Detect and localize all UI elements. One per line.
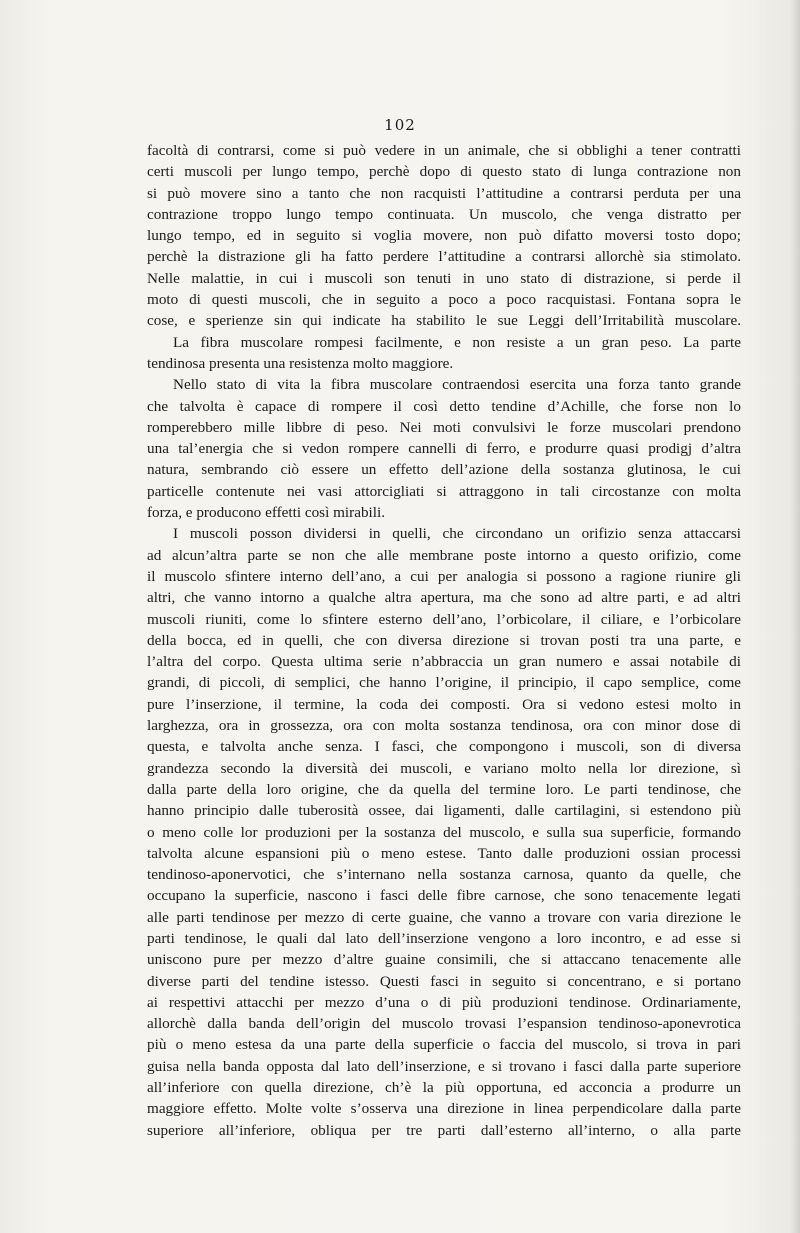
text-line: guisa nella banda opposta dal lato dell’inserzione, e si trovano i fasci dalla parte superiore <box>147 1057 741 1075</box>
text-line: Nello stato di vita la fibra muscolare contraendosi esercita una forza tanto grande <box>173 376 741 394</box>
text-line: più o meno estesa da una parte della superficie o faccia del muscolo, si trova in pari <box>147 1036 741 1054</box>
text-line: La fibra muscolare rompesi facilmente, e non resiste a un gran peso. La parte <box>173 333 741 351</box>
text-line: ad alcun’altra parte se non che alle membrane poste intorno a questo orifizio, come <box>147 546 741 564</box>
text-line: parti tendinose, le quali dal lato dell’inserzione vengono a loro incontro, e ad esse si <box>147 929 741 947</box>
body-text <box>147 140 741 1141</box>
text-line: uniscono pure per mezzo d’altre guaine consimili, che si attaccano tenacemente alle <box>147 951 741 969</box>
text-line: dalla parte della loro origine, che da quella del termine loro. Le parti tendinose, che <box>147 780 741 798</box>
text-line: moto di questi muscoli, che in seguito a poco a poco racquistasi. Fontana sopra le <box>147 291 741 309</box>
text-line: facoltà di contrarsi, come si può vedere in un animale, che si obblighi a tener contratti <box>147 142 741 159</box>
text-line: tendinosa presenta una resistenza molto maggiore. <box>147 354 454 372</box>
text-line: contrazione troppo lungo tempo continuata. Un muscolo, che venga distratto per <box>147 205 741 223</box>
text-line: ai respettivi attacchi per mezzo d’una o di più produzioni tendinose. Ordinariamente, <box>147 993 741 1011</box>
text-line: allorchè dalla banda dell’origin del muscolo trovasi l’espansion tendinoso-aponevrotica <box>147 1015 741 1033</box>
text-line: della bocca, ed in quelli, che con diversa direzione si trovan posti tra una parte, e <box>147 631 741 649</box>
page-number: 102 <box>384 116 416 134</box>
page-edge-shadow <box>790 0 800 1233</box>
text-line: particelle contenute nei vasi attorcigliati si attraggono in tali circostanze con molta <box>147 482 741 500</box>
text-line: una tal’energia che si vedon rompere cannelli di ferro, e produrre quasi prodigj d’altra <box>147 440 741 458</box>
text-line: lungo tempo, ed in seguito si voglia movere, non può difatto moversi tosto dopo; <box>147 227 741 245</box>
text-line: pure l’inserzione, il termine, la coda dei composti. Ora si vedono estesi molto in <box>147 695 741 713</box>
text-line: certi muscoli per lungo tempo, perchè dopo di questo stato di lunga contrazione non <box>147 163 741 181</box>
text-line: altri, che vanno intorno a qualche altra apertura, ma che sono ad altre parti, e ad altri <box>147 589 741 607</box>
text-line: maggiore effetto. Molte volte s’osserva una direzione in linea perpendicolare dalla parte <box>147 1100 741 1118</box>
text-line: cose, e sperienze sin qui indicate ha stabilito le sue Leggi dell’Irritabilità muscolare. <box>147 312 741 330</box>
text-line: natura, sembrando ciò essere un effetto dell’azione della sostanza glutinosa, le cui <box>147 461 741 479</box>
text-line: questa, e talvolta anche senza. I fasci, che compongono i muscoli, son di diversa <box>147 738 741 756</box>
text-line: romperebbero mille libbre di peso. Nei moti convulsivi le forze muscolari prendono <box>147 418 741 436</box>
text-line: che talvolta è capace di rompere il così detto tendine d’Achille, che forse non lo <box>147 397 741 415</box>
text-line: occupano la superficie, nascono i fasci delle fibre carnose, che sono tenacemente legati <box>147 887 741 905</box>
text-line: diverse parti del tendine istesso. Questi fasci in seguito si concentrano, e si portano <box>147 972 741 990</box>
text-line: hanno principio dalle tuberosità ossee, dai ligamenti, dalle cartilagini, si estendono più <box>147 802 741 820</box>
text-line: o meno colle lor produzioni per la sostanza del muscolo, e sulla sua superficie, formando <box>147 823 741 841</box>
text-line: perchè la distrazione gli ha fatto perdere l’attitudine a contrarsi allorchè sia stimolato. <box>147 248 741 266</box>
text-line: talvolta alcune espansioni più o meno estese. Tanto dalle produzioni ossian processi <box>147 844 741 862</box>
text-line: alle parti tendinose per mezzo di certe guaine, che vanno a trovare con varia direzione le <box>147 908 741 926</box>
text-line: I muscoli posson dividersi in quelli, che circondano un orifizio senza attaccarsi <box>173 525 741 543</box>
text-line: superiore all’inferiore, obliqua per tre parti dall’esterno all’interno, o alla parte <box>147 1121 741 1139</box>
text-line: larghezza, ora in grossezza, ora con molta sostanza tendinosa, ora con minor dose di <box>147 717 741 735</box>
text-line: forza, e producono effetti così mirabili. <box>147 504 385 522</box>
text-line: il muscolo sfintere interno dell’ano, a cui per analogia si possono a ragione riunire gli <box>147 567 741 585</box>
text-line: si può movere sino a tanto che non racquisti l’attitudine a contrarsi perduta per una <box>147 184 741 202</box>
text-line: Nelle malattie, in cui i muscoli son tenuti in uno stato di distrazione, si perde il <box>147 269 741 287</box>
text-line: grandezza secondo la diversità dei muscoli, e variano molto nella lor direzione, sì <box>147 759 741 777</box>
text-line: grandi, di piccoli, di semplici, che hanno l’origine, il principio, il capo semplice, come <box>147 674 741 692</box>
text-line: tendinoso-aponervotici, che s’internano nella sostanza carnosa, quanto da quelle, che <box>147 866 741 884</box>
text-line: l’altra del corpo. Questa ultima serie n’abbraccia un gran numero e assai notabile di <box>147 653 741 671</box>
text-line: muscoli riuniti, come lo sfintere esterno dell’ano, l’orbicolare, il ciliare, e l’orbicolare <box>147 610 741 628</box>
text-line: all’inferiore con quella direzione, ch’è la più opportuna, ed acconcia a produrre un <box>147 1079 741 1097</box>
